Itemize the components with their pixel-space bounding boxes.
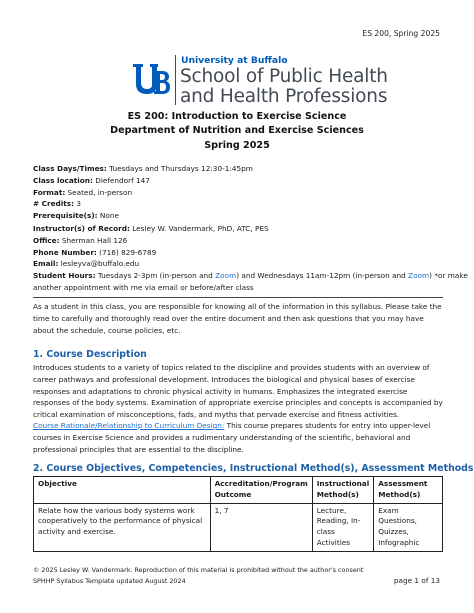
university-name: University at Buffalo bbox=[181, 55, 288, 66]
ub-logo bbox=[132, 55, 432, 107]
term-title: Spring 2025 bbox=[204, 139, 270, 151]
zoom-link-1[interactable]: Zoom bbox=[215, 271, 237, 281]
page-number: page 1 of 13 bbox=[393, 576, 440, 585]
course-rationale: Course Rationale/Relationship to Curriculum Design: This course prepares students for entry into upper-level courses in Exercise Science and provides a rudimentary understanding of the scientific, behavioral and professional principles that are essential to the discipline. bbox=[33, 421, 431, 454]
table-cell: 1, 7 bbox=[210, 503, 312, 551]
copyright-notice: © 2025 Lesley W. Vandermark. Reproduction of this material is prohibited without the author's consent bbox=[33, 566, 364, 574]
title-block bbox=[0, 110, 474, 153]
column-header: Instructional Method(s) bbox=[312, 477, 373, 504]
running-header: ES 200, Spring 2025 bbox=[362, 29, 440, 38]
prerequisites-row: Prerequisite(s): None bbox=[33, 211, 119, 221]
syllabus-notice: As a student in this class, you are responsible for knowing all of the information in this syllabus. Please take the time to carefully and thoroughly read over the entire document and then ask questions that you may have about the schedule, course policies, etc. bbox=[33, 297, 443, 336]
email-row: Email: lesleyva@buffalo.edu bbox=[33, 259, 140, 269]
office-row: Office: Sherman Hall 126 bbox=[33, 235, 128, 245]
school-name-line1: School of Public Health bbox=[180, 66, 388, 87]
section-heading-objectives: 2. Course Objectives, Competencies, Instructional Method(s), Assessment Methods bbox=[33, 463, 474, 474]
course-title: ES 200: Introduction to Exercise Science bbox=[127, 111, 347, 122]
column-header: Accreditation/Program Outcome bbox=[210, 477, 312, 504]
student-hours-row-cont: another appointment with me via email or before/after class bbox=[33, 282, 254, 292]
section-heading-course-description: 1. Course Description bbox=[33, 349, 147, 360]
table-cell: Lecture, Reading, In-class Activities bbox=[312, 503, 373, 551]
phone-row: Phone Number: (716) 829-6789 bbox=[33, 247, 157, 257]
template-note: SPHHP Syllabus Template updated August 2024 bbox=[33, 577, 186, 585]
table-cell: Relate how the various body systems work cooperatively to the performance of physical activity and exercise. bbox=[34, 503, 211, 551]
instructor-row: Instructor(s) of Record: Lesley W. Vandermark, PhD, ATC, PES bbox=[33, 224, 269, 233]
column-header: Objective bbox=[34, 477, 211, 504]
objectives-table bbox=[33, 476, 443, 552]
table-row bbox=[34, 503, 443, 551]
course-info bbox=[33, 163, 253, 222]
department-title: Department of Nutrition and Exercise Sciences bbox=[110, 125, 364, 137]
logo-divider bbox=[175, 55, 176, 105]
course-description-text: Introduces students to a variety of topics related to the discipline and provides students with an overview of career pathways and professional development. Introduces the biological and physical bases of exercise responses and adaptations to chronic physical activity in humans. Emphasizes the integrated exercise responses of the body systems. Examination of appropriate exercise principles and concepts is accompanied by critical examination of misconceptions, fads, and myths that pervade exercise and fitness activities. bbox=[33, 363, 443, 420]
class-location-row: Class location: Diefendorf 147 bbox=[33, 175, 150, 185]
table-header-row bbox=[34, 477, 443, 504]
format-row: Format: Seated, in-person bbox=[33, 187, 133, 197]
class-days-row: Class Days/Times: Tuesdays and Thursdays 12:30-1:45pm bbox=[33, 164, 253, 173]
credits-row: # Credits: 3 bbox=[33, 199, 81, 209]
zoom-link-2[interactable]: Zoom bbox=[408, 271, 430, 281]
instructor-info bbox=[33, 223, 468, 294]
course-rationale-link[interactable]: Course Rationale/Relationship to Curriculum Design: bbox=[33, 421, 225, 430]
column-header: Assessment Method(s) bbox=[374, 477, 443, 504]
ub-monogram-icon bbox=[132, 62, 170, 96]
school-name-line2: and Health Professions bbox=[180, 86, 388, 107]
table-cell: Exam Questions, Quizzes, Infographic bbox=[374, 503, 443, 551]
student-hours-row: Student Hours: Tuesdays 2-3pm (in-person and Zoom) and Wednesdays 11am-12pm (in-person and Zoom) *or make bbox=[33, 271, 468, 281]
